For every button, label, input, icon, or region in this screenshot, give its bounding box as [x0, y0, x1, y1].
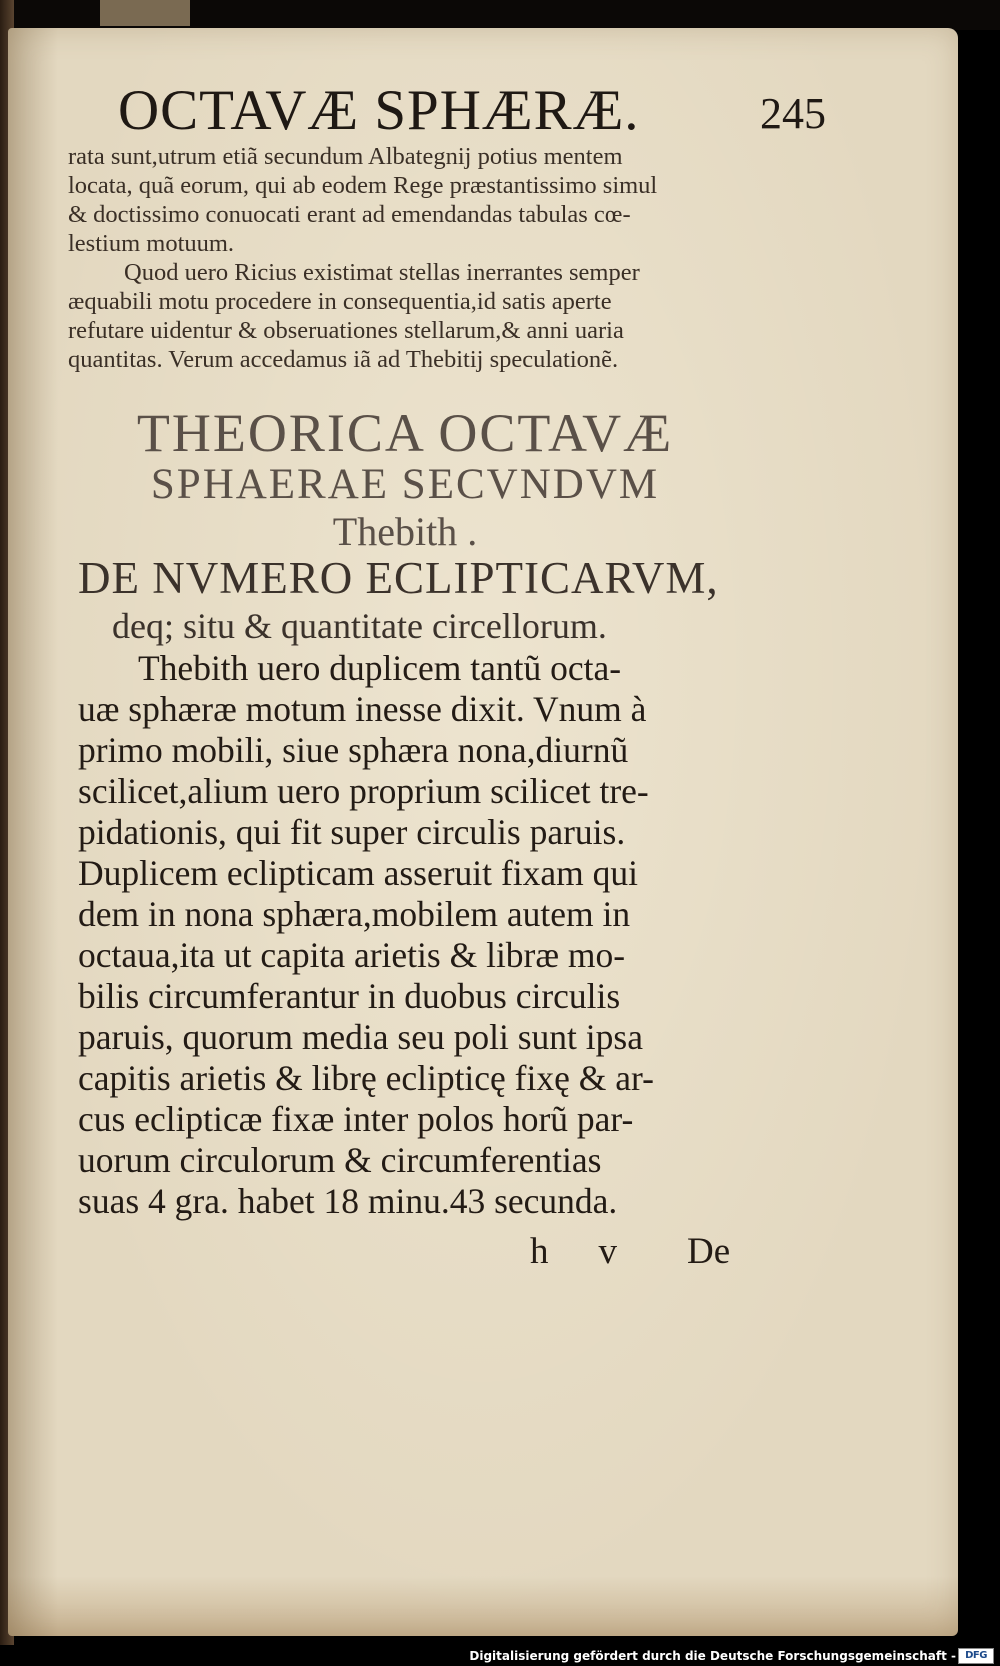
- intro-line: rata sunt,utrum etiã secundum Albategnij potius mentem: [68, 143, 623, 170]
- folio-number: 245: [760, 89, 826, 138]
- body-line: primo mobili, siue sphæra nona,diurnũ: [78, 730, 629, 770]
- footer-credit: Digitalisierung gefördert durch die Deutsche Forschungsgemeinschaft -: [469, 1649, 956, 1663]
- intro-line: lestium motuum.: [68, 230, 235, 257]
- section-title-line: THEORICA OCTAVÆ: [136, 403, 674, 463]
- intro-line: locata, quã eorum, qui ab eodem Rege præstantissimo simul: [68, 172, 658, 199]
- body-line: uæ sphæræ motum inesse dixit. Vnum à: [78, 689, 647, 729]
- chapter-heading: DE NVMERO ECLIPTICARVM,: [78, 553, 719, 603]
- intro-line: refutare uidentur & obseruationes stellarum,& anni uaria: [68, 317, 624, 344]
- body-line: capitis arietis & librę eclipticę fixę & ar-: [78, 1058, 654, 1098]
- catchword: [530, 1230, 730, 1273]
- body-line: scilicet,alium uero proprium scilicet tre-: [78, 771, 649, 811]
- body-line: cus eclipticæ fixæ inter polos horũ par-: [78, 1099, 634, 1139]
- intro-line: Quod uero Ricius existimat stellas inerrantes semper: [124, 259, 640, 286]
- running-head: OCTAVÆ SPHÆRÆ.: [118, 79, 640, 142]
- body-line: dem in nona sphæra,mobilem autem in: [78, 894, 631, 934]
- body-line: bilis circumferantur in duobus circulis: [78, 976, 621, 1016]
- body-line: pidationis, qui fit super circulis paruis.: [78, 812, 626, 852]
- intro-line: quantitas. Verum accedamus iã ad Thebitij speculationẽ.: [68, 346, 619, 373]
- scan-top-tab: [100, 0, 190, 26]
- body-line: Thebith uero duplicem tantũ octa-: [138, 648, 622, 688]
- section-title-line: Thebith .: [332, 509, 478, 554]
- dfg-logo: DFG: [958, 1648, 994, 1664]
- section-title-line: SPHAERAE SECVNDVM: [150, 461, 660, 508]
- intro-line: & doctissimo conuocati erant ad emendandas tabulas cœ-: [68, 201, 631, 228]
- body-line: paruis, quorum media seu poli sunt ipsa: [78, 1017, 643, 1057]
- signature-mark: h: [530, 1231, 549, 1272]
- section-title: [60, 405, 750, 555]
- body-line: suas 4 gra. habet 18 minu.43 secunda.: [78, 1181, 618, 1221]
- chapter-subheading: deq; situ & quantitate circellorum.: [112, 606, 607, 646]
- body-line: Duplicem eclipticam asseruit fixam qui: [78, 853, 638, 893]
- body-line: octaua,ita ut capita arietis & libræ mo-: [78, 935, 626, 975]
- intro-line: æquabili motu procedere in consequentia,id satis aperte: [68, 288, 612, 315]
- body-line: uorum circulorum & circumferentias: [78, 1140, 602, 1180]
- signature-mark: v: [598, 1231, 617, 1272]
- catchword-word: De: [687, 1231, 731, 1272]
